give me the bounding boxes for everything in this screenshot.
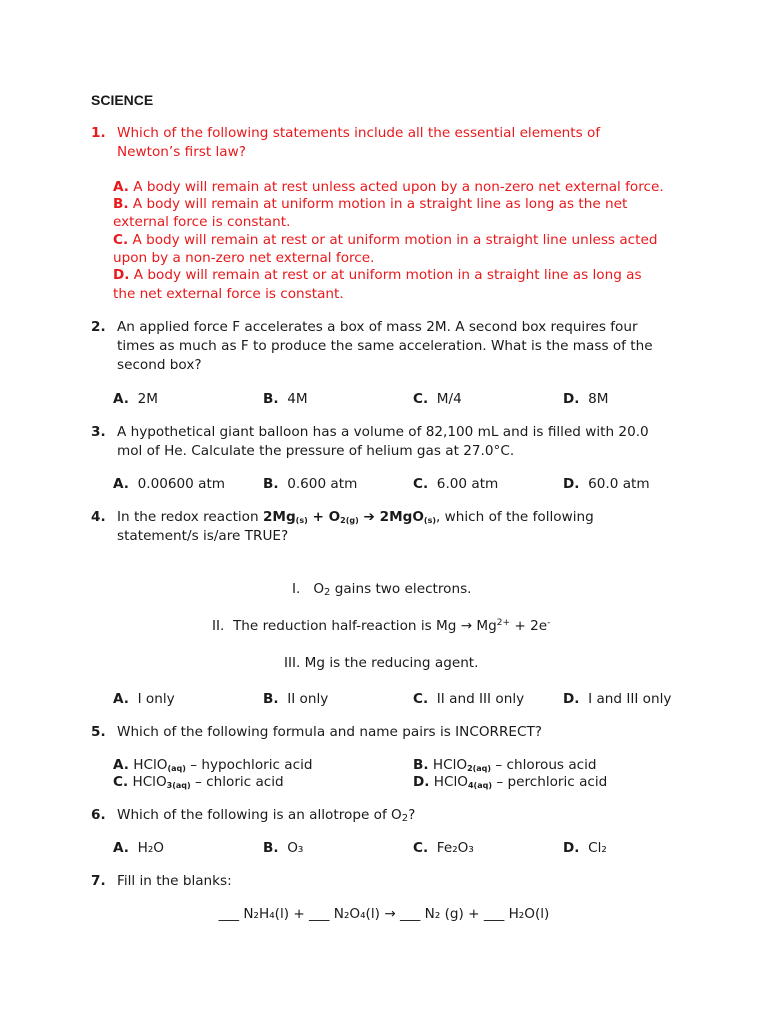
question-text: Newton’s first law? xyxy=(117,144,246,160)
option-letter: B. xyxy=(113,196,129,212)
option-d: D. 60.0 atm xyxy=(563,476,650,492)
question-number: 4. xyxy=(91,509,106,525)
option-a: A. HClO$_{(aq)}$ – hypochloric acid xyxy=(113,757,313,773)
option-text: external force is constant. xyxy=(113,214,291,230)
option-text: the net external force is constant. xyxy=(113,286,344,302)
statement-1: I. $O_2$ gains two electrons. xyxy=(292,581,472,598)
option-text: A body will remain at uniform motion in a straight line as long as the net xyxy=(132,196,628,212)
option-d xyxy=(113,266,642,284)
statement-2: II. The reduction half-reaction is $Mg \to Mg^{2+} + 2e^-$ xyxy=(212,618,551,634)
question-text: Which of the following statements include all the essential elements of xyxy=(117,125,601,141)
option-a: A. 0.00600 atm xyxy=(113,476,226,492)
question-text: mol of He. Calculate the pressure of helium gas at 27.0°C. xyxy=(117,443,515,459)
option-text: A body will remain at rest or at uniform motion in a straight line as long as xyxy=(133,267,642,283)
option-b xyxy=(113,195,627,213)
option-b: B. HClO$_{2(aq)}$ – chlorous acid xyxy=(413,757,597,773)
option-text: A body will remain at rest unless acted upon by a non-zero net external force. xyxy=(133,179,664,195)
question-text: Which of the following is an allotrope of $O_2$? xyxy=(117,807,416,824)
option-d: D. HClO$_{4(aq)}$ – perchloric acid xyxy=(413,774,608,790)
question-text: An applied force F accelerates a box of mass 2M. A second box requires four xyxy=(117,319,638,335)
option-d: D. I and III only xyxy=(563,691,672,707)
option-b: B. O₃ xyxy=(263,840,304,856)
question-text: second box? xyxy=(117,357,202,373)
option-text: upon by a non-zero net external force. xyxy=(113,250,375,266)
option-letter: D. xyxy=(113,267,130,283)
option-letter: A. xyxy=(113,179,129,195)
question-number: 2. xyxy=(91,319,106,335)
option-a xyxy=(113,178,664,196)
option-d: D. Cl₂ xyxy=(563,840,607,856)
question-number: 6. xyxy=(91,807,106,823)
option-b: B. 4M xyxy=(263,391,308,407)
statement-3: III. Mg is the reducing agent. xyxy=(284,655,479,671)
question-text: statement/s is/are TRUE? xyxy=(117,528,289,544)
option-letter: C. xyxy=(113,232,129,248)
option-c: C. M/4 xyxy=(413,391,462,407)
option-d: D. 8M xyxy=(563,391,609,407)
question-text: In the redox reaction $2Mg_{(s)} + O_{2(g)}$ ➔ 2MgO$_{(s)}$, which of the following xyxy=(117,509,594,525)
question-number: 1. xyxy=(91,125,106,141)
question-text: Fill in the blanks: xyxy=(117,873,232,889)
question-text: times as much as F to produce the same acceleration. What is the mass of the xyxy=(117,338,653,354)
option-c xyxy=(113,231,657,249)
question-number: 3. xyxy=(91,424,106,440)
option-c: C. HClO$_{3(aq)}$ – chloric acid xyxy=(113,774,284,790)
question-text: Which of the following formula and name pairs is INCORRECT? xyxy=(117,724,543,740)
option-text: A body will remain at rest or at uniform motion in a straight line unless acted xyxy=(132,232,658,248)
question-text: A hypothetical giant balloon has a volume of 82,100 mL and is filled with 20.0 xyxy=(117,424,649,440)
option-b: B. 0.600 atm xyxy=(263,476,358,492)
question-number: 5. xyxy=(91,724,106,740)
option-c: C. 6.00 atm xyxy=(413,476,499,492)
reaction-equation: $2Mg_{(s)} + O_{2(g)}$ ➔ 2MgO$_{(s)}$ xyxy=(262,509,436,525)
option-b: B. II only xyxy=(263,691,329,707)
option-c: C. Fe₂O₃ xyxy=(413,840,474,856)
option-a: A. 2M xyxy=(113,391,158,407)
option-a: A. H₂O xyxy=(113,840,164,856)
question-number: 7. xyxy=(91,873,106,889)
page-title: SCIENCE xyxy=(91,92,154,108)
fill-in-equation: ___ N₂H₄(l) + ___ N₂O₄(l) → ___ N₂ (g) + ___ H₂O(l) xyxy=(218,906,550,922)
option-a: A. I only xyxy=(113,691,175,707)
option-c: C. II and III only xyxy=(413,691,525,707)
